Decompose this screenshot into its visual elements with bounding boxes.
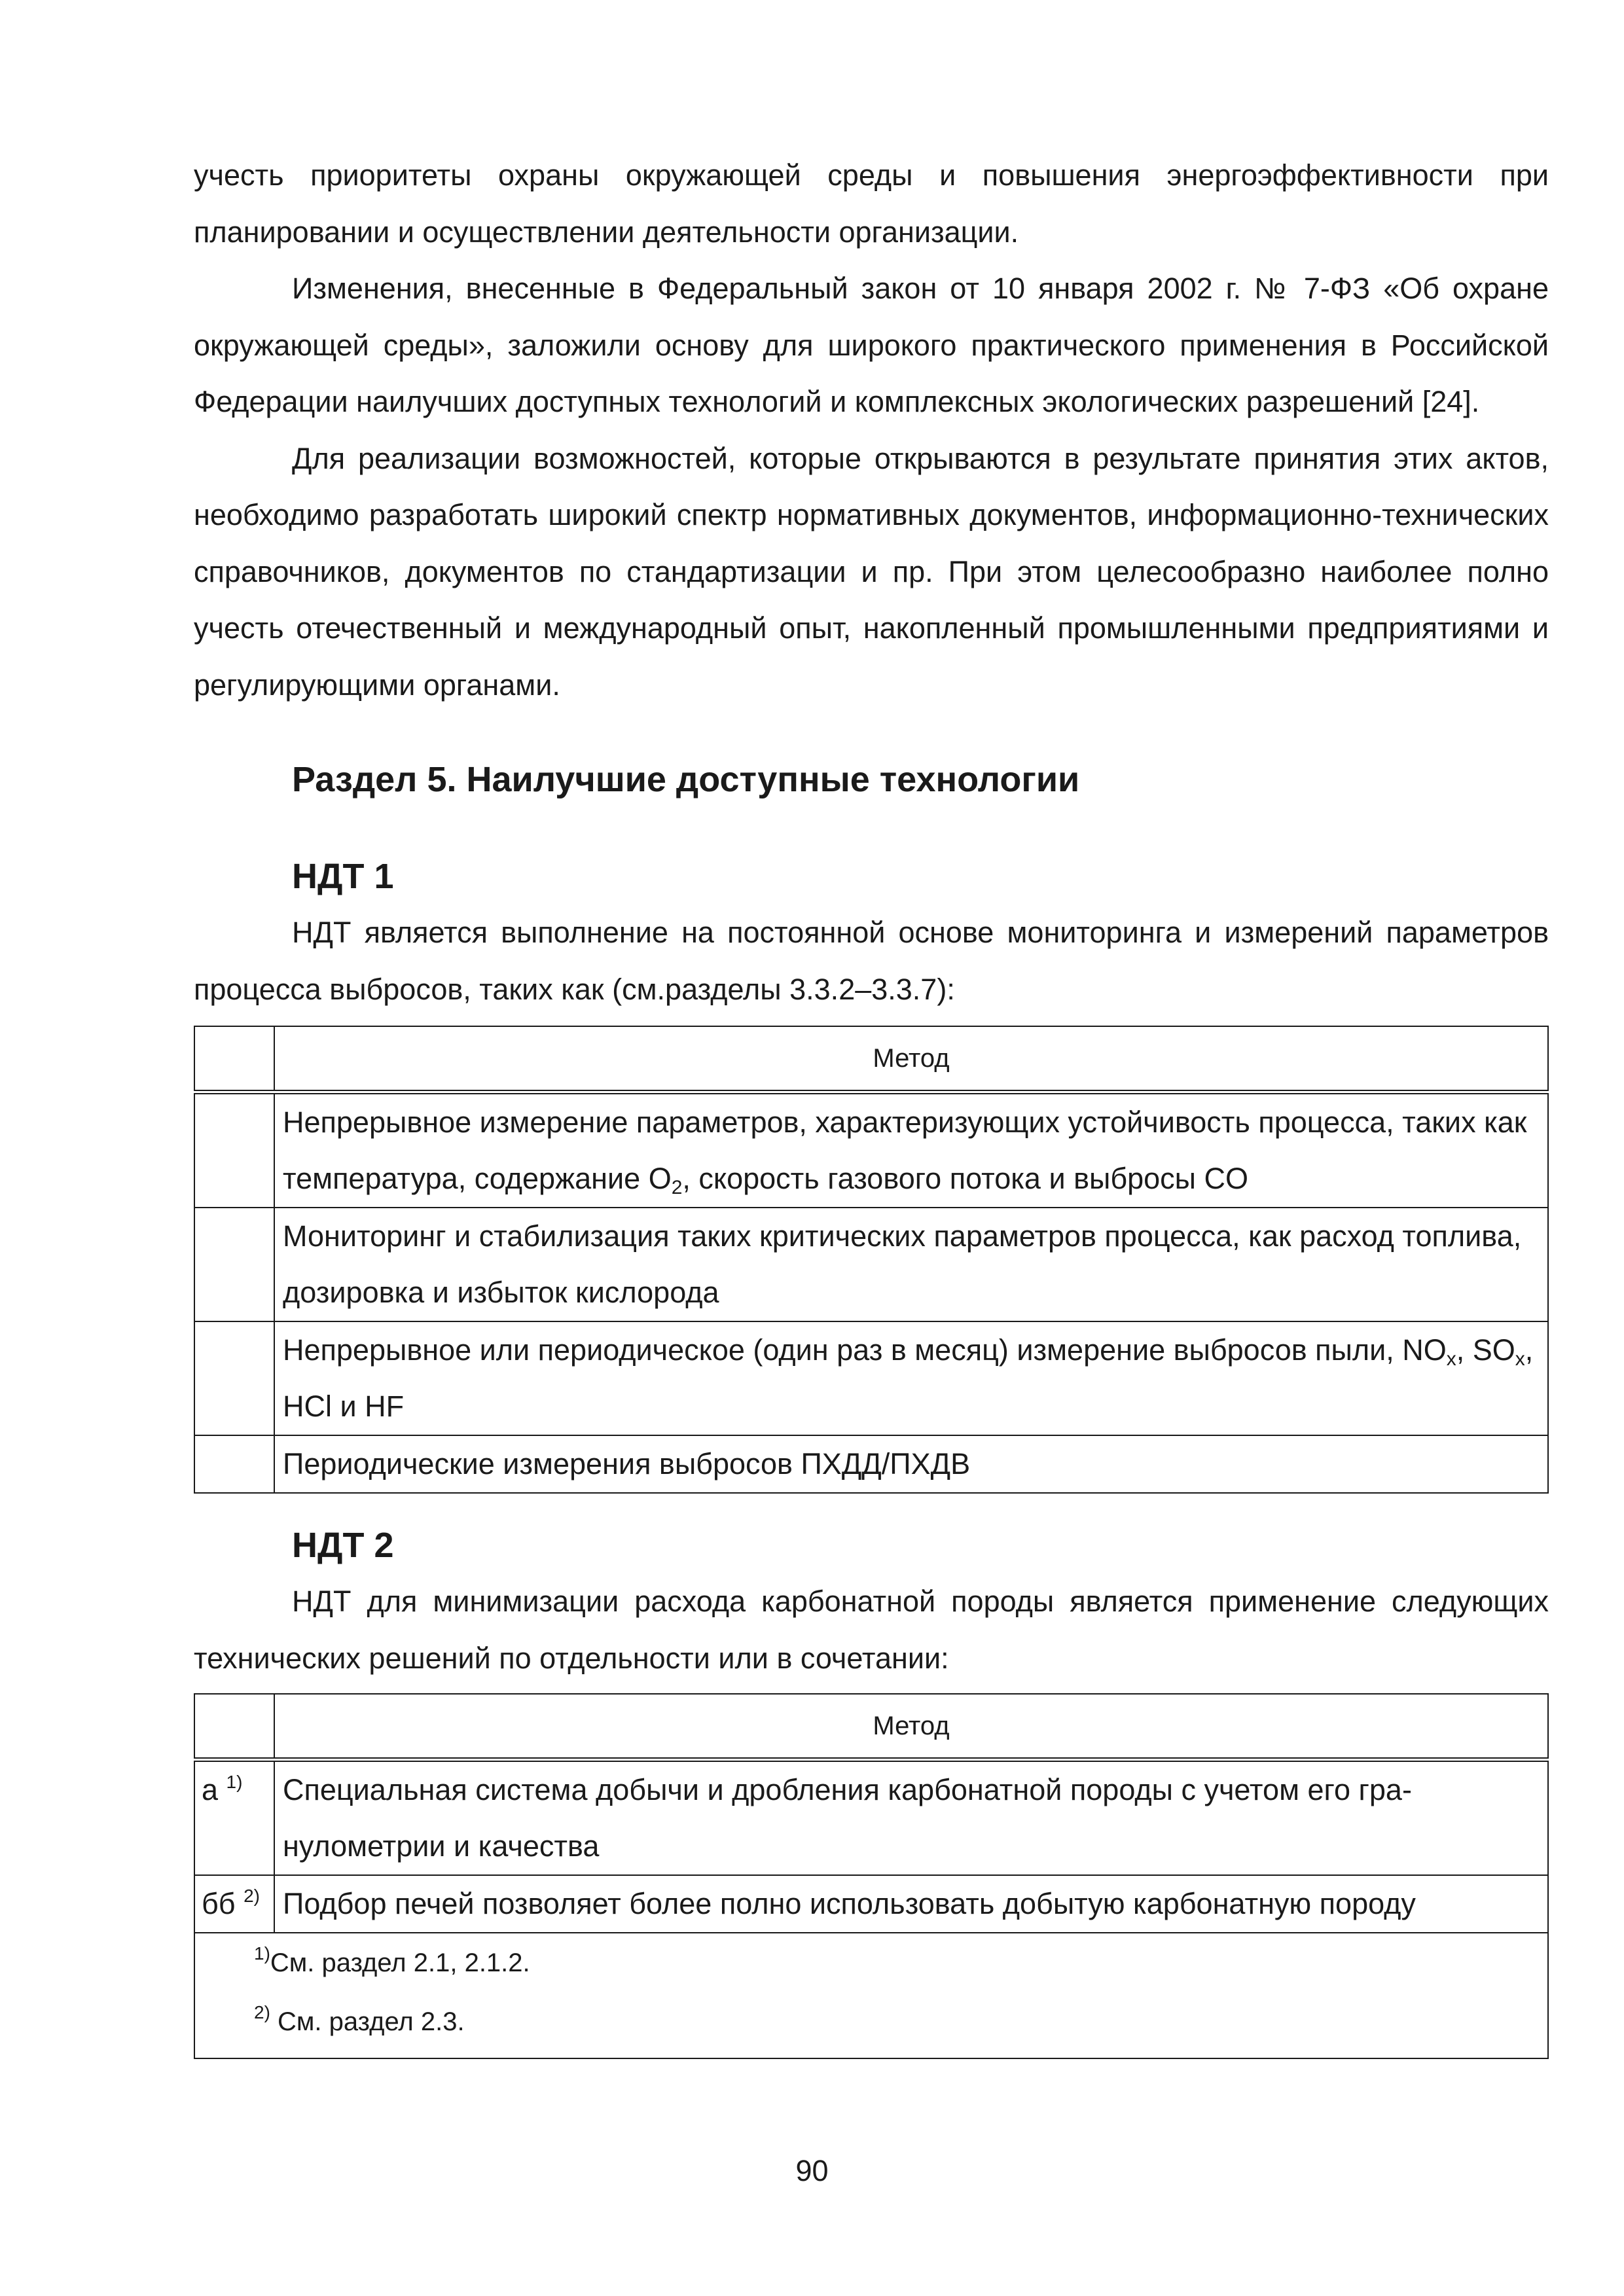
page-number: 90 <box>795 2154 829 2187</box>
method-cell: Подбор печей позволяет более полно использовать добытую карбонатную породу <box>274 1875 1548 1933</box>
table-header-method: Метод <box>274 1026 1548 1092</box>
table-notes-row <box>194 1933 1548 2058</box>
table-row <box>194 1875 1548 1933</box>
table-notes-cell <box>194 1933 1548 2058</box>
method-cell: Непрерывное измерение параметров, характеризующих устойчивость процесса, таких как температура, содержание $O_2$, скорость газового потока и выбросы CO <box>274 1092 1548 1208</box>
method-cell: Непрерывное или периодическое (один раз в месяц) измерение выбросов пыли, $NO_x$, $SO_x$, HCl и HF <box>274 1321 1548 1435</box>
ndt1-title: НДТ 1 <box>292 857 394 896</box>
table-row <box>194 1435 1548 1493</box>
document-page <box>194 147 1549 2059</box>
ndt2-intro: НДТ для минимизации расхода карбонатной породы является применение следующих технических решений по отдельности или в сочетании: <box>194 1585 1549 1675</box>
table-row <box>194 1208 1548 1321</box>
table-header-method: Метод <box>274 1694 1548 1760</box>
table-row <box>194 1760 1548 1876</box>
row-label-cell <box>194 1092 274 1208</box>
table-row <box>194 1092 1548 1208</box>
method-cell: Мониторинг и стабилизация таких критических параметров процесса, как расход топлива, дозировка и избыток кислорода <box>274 1208 1548 1321</box>
ndt1-intro: НДТ является выполнение на постоянной основе мониторинга и измерений параметров процесса выбросов, таких как (см.разделы 3.3.2–3.3.7): <box>194 916 1549 1006</box>
table-header-empty <box>194 1026 274 1092</box>
method-cell: Периодические измерения выбросов ПХДД/ПХДВ <box>274 1435 1548 1493</box>
paragraph: Изменения, внесенные в Федеральный закон от 10 января 2002 г. № 7-ФЗ «Об охране окружающей среды», заложили основу для широкого практического применения в Российской Федерации наилучших доступных технологий и комплексных экологических разрешений [24]. <box>194 272 1549 418</box>
row-label-cell <box>194 1435 274 1493</box>
section-title: Раздел 5. Наилучшие доступные технологии <box>292 760 1080 799</box>
ndt2-title: НДТ 2 <box>292 1526 394 1565</box>
row-label-cell <box>194 1321 274 1435</box>
paragraph: учесть приоритеты охраны окружающей среды и повышения энергоэффективности при планировании и осуществлении деятельности организации. <box>194 158 1549 249</box>
footnote: $^{2)}$ См. раздел 2.3. <box>254 2002 465 2036</box>
footnote: $^{1)}$См. раздел 2.1, 2.1.2. <box>254 1943 530 1977</box>
method-cell: Специальная система добычи и дробления карбонатной породы с учетом его гранулометрии и качества <box>274 1760 1548 1876</box>
table-header-row <box>194 1694 1548 1760</box>
ndt1-method-table <box>194 1026 1549 1494</box>
ndt2-method-table <box>194 1693 1549 2059</box>
table-row <box>194 1321 1548 1435</box>
row-label-cell: а $^{1)}$ <box>194 1760 274 1876</box>
table-header-empty <box>194 1694 274 1760</box>
table-header-row <box>194 1026 1548 1092</box>
row-label-cell <box>194 1208 274 1321</box>
paragraph: Для реализации возможностей, которые открываются в результате принятия этих актов, необходимо разработать широкий спектр нормативных документов, информационно-технических справочников, документов по стандартизации и пр. При этом целесообразно наиболее полно учесть отечественный и международный опыт, накопленный промышленными предприятиями и регулирующими органами. <box>194 441 1549 702</box>
row-label-cell: бб $^{2)}$ <box>194 1875 274 1933</box>
